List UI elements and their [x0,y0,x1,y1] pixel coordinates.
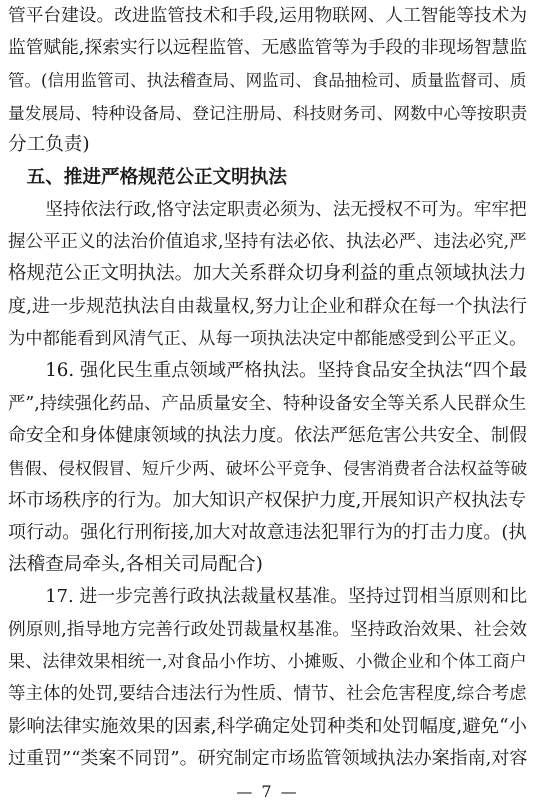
text-line: 握公平正义的法治价值追求,坚持有法必依、执法必严、违法必究,严 [8,232,527,253]
text-line: 项行动。强化行刑衔接,加大对故意违法犯罪行为的打击力度。(执 [8,521,527,543]
text-line: 量发展局、特种设备局、登记注册局、科技财务司、网数中心等按职责 [8,102,527,123]
text-line: 坏市场秩序的行为。加大知识产权保护力度,开展知识产权执法专 [8,489,527,511]
text-line: 果、法律效果相统一,对食品小作坊、小摊贩、小微企业和个体工商户 [8,652,527,672]
text-line: 严”,持续强化药品、产品质量安全、特种设备安全等关系人民群众生 [8,393,527,414]
text-line: 分工负责) [8,134,90,156]
text-line: 格规范公正文明执法。加大关系群众切身利益的重点领域执法力 [8,263,527,285]
page-number: — 7 — [236,782,299,801]
text-line: 监管赋能,探索实行以远程监管、无感监管等为手段的非现场智慧监 [8,38,527,59]
text-line: 等主体的处罚,要结合违法行为性质、情节、社会危害程度,综合考虑 [8,684,527,705]
text-line: 命安全和身体健康领域的执法力度。依法严惩危害公共安全、制假 [8,424,527,446]
section-heading: 五、推进严格规范公正文明执法 [26,166,287,188]
text-line: 17. 进一步完善行政执法裁量权基准。坚持过罚相当原则和比 [45,586,527,608]
text-line: 例原则,指导地方完善行政处罚裁量权基准。坚持政治效果、社会效 [8,619,527,640]
text-line: 为中都能看到风清气正、从每一项执法决定中都能感受到公平正义。 [8,329,527,349]
text-line: 法稽查局牵头,各相关司局配合) [8,554,263,576]
text-line: 管。(信用监管司、执法稽查局、网监司、食品抽检司、质量监督司、质 [8,70,527,90]
text-line: 影响法律实施效果的因素,科学确定处罚种类和处罚幅度,避免“小 [8,715,527,737]
text-line: 过重罚”“类案不同罚”。研究制定市场监管领域执法办案指南,对容 [8,747,527,769]
text-line: 管平台建设。改进监管技术和手段,运用物联网、人工智能等技术为 [8,6,527,26]
text-line: 售假、侵权假冒、短斤少两、破坏公平竞争、侵害消费者合法权益等破 [8,458,527,479]
text-line: 坚持依法行政,恪守法定职责必须为、法无授权不可为。牢牢把 [45,199,527,220]
text-line: 16. 强化民生重点领域严格执法。坚持食品安全执法“四个最 [45,360,527,382]
text-line: 度,进一步规范执法自由裁量权,努力让企业和群众在每一个执法行 [8,295,527,317]
